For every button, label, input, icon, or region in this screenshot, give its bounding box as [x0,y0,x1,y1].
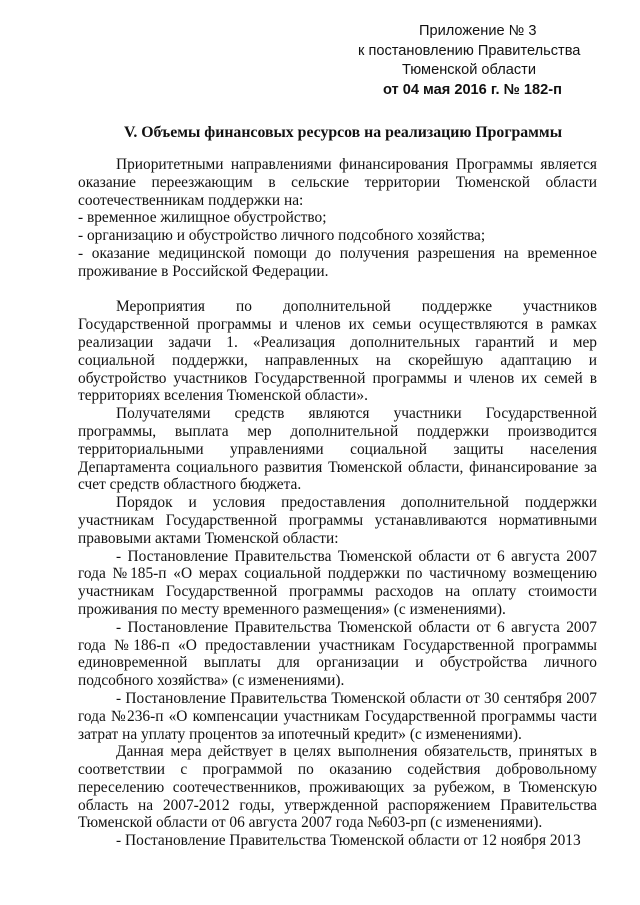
list-item-housing: - временное жилищное обустройство; [78,209,327,227]
appendix-region: Тюменской области [402,62,537,78]
paragraph-measures: Мероприятия по дополнительной поддержке участников Государственной программы и членов их семьи осуществляются в рамках реализации задачи 1. «Реализация дополнительных гарантий и мер социальной поддержки, направленных на скорейшую адаптацию и обустройство участников Государственной программы и членов их семей в территориях вселения Тюменской области». [78,298,597,405]
resolution-2013: - Постановление Правительства Тюменской области от 12 ноября 2013 [116,832,581,850]
paragraph-recipients: Получателями средств являются участники Государственной программы, выплата мер дополнительной поддержки производится территориальными управлениями социальной защиты населения Департамента социального развития Тюменской области, финансирование за счет средств областного бюджета. [78,405,597,494]
resolution-236p: - Постановление Правительства Тюменской области от 30 сентября 2007 года №236-п «О компенсации участникам Государственной программы части затрат на уплату процентов за ипотечный кредит» (с изменениями). [78,689,597,743]
paragraph-priorities: Приоритетными направлениями финансирования Программы является оказание переезжающим в сельские территории Тюменской области соотечественникам поддержки на: [78,156,597,209]
list-item-medical: - оказание медицинской помощи до получения разрешения на временное проживание в Российской Федерации. [78,244,597,280]
document-body [78,156,597,850]
section-title: V. Объемы финансовых ресурсов на реализацию Программы [123,124,563,141]
resolution-185p: - Постановление Правительства Тюменской области от 6 августа 2007 года №185-п «О мерах социальной поддержки по частичному возмещению участникам Государственной программы расходов на оплату стоимости проживания по месту временного размещения» (с изменениями). [78,547,597,618]
paragraph-obligations: Данная мера действует в целях выполнения обязательств, принятых в соответствии с программой по оказанию содействия добровольному переселению соотечественников, проживающих за рубежом, в Тюменскую область на 2007-2012 годы, утвержденной распоряжением Правительства Тюменской области от 06 августа 2007 года №603-рп (с изменениями). [78,743,597,832]
appendix-date-number: от 04 мая 2016 г. № 182-п [383,81,562,98]
list-item-farming: - организацию и обустройство личного подсобного хозяйства; [78,227,486,245]
appendix-resolution-ref: к постановлению Правительства [358,42,581,59]
appendix-header [330,22,610,100]
paragraph-gap [78,281,597,299]
paragraph-procedure: Порядок и условия предоставления дополнительной поддержки участникам Государственной программы устанавливаются нормативными правовыми актами Тюменской области: [78,494,597,547]
resolution-186p: - Постановление Правительства Тюменской области от 6 августа 2007 года №186-п «О предоставлении участникам Государственной программы единовременной выплаты для организации и обустройства личного подсобного хозяйства» (с изменениями). [78,618,597,690]
appendix-number: Приложение № 3 [419,23,537,39]
